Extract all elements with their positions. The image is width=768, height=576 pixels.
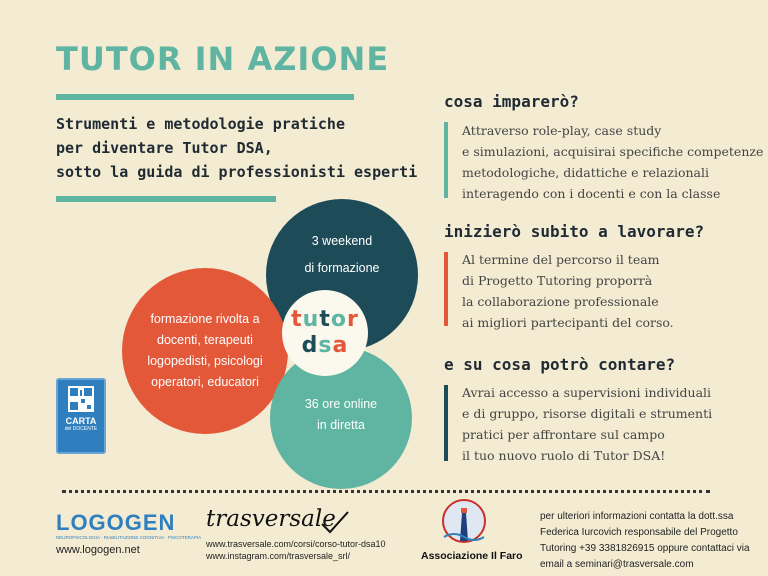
circle-text: logopedisti, psicologi bbox=[147, 354, 263, 368]
section-accent-bar bbox=[444, 385, 448, 461]
logogen-name: LOGOGEN bbox=[56, 510, 176, 535]
contact-line: Tutoring +39 3381826915 oppure contattaci via bbox=[540, 543, 750, 554]
section-accent-bar bbox=[444, 122, 448, 198]
section-line: di Progetto Tutoring proporrà bbox=[462, 273, 653, 288]
subtitle-line: per diventare Tutor DSA, bbox=[56, 139, 273, 157]
carta-docente-badge bbox=[56, 378, 106, 454]
title-underline bbox=[56, 94, 354, 100]
dotted-divider bbox=[62, 490, 710, 493]
section-line: interagendo con i docenti e con la classe bbox=[462, 186, 721, 201]
subtitle-underline bbox=[56, 196, 276, 202]
section-body bbox=[462, 120, 763, 204]
circle-text: di formazione bbox=[304, 261, 380, 275]
circle-text: in diretta bbox=[317, 418, 365, 432]
circle-text: operatori, educatori bbox=[151, 375, 259, 389]
subtitle-line: sotto la guida di professionisti esperti bbox=[56, 163, 418, 181]
section-line: e simulazioni, acquisirai specifiche competenze bbox=[462, 144, 764, 159]
section-line: ai migliori partecipanti del corso. bbox=[462, 315, 674, 330]
carta-title: CARTA bbox=[65, 416, 97, 426]
logogen-logo bbox=[56, 511, 201, 540]
logo-word-tutor: tutor bbox=[291, 307, 359, 332]
lighthouse-icon bbox=[440, 497, 488, 547]
section-line: e di gruppo, risorse digitali e strumenti bbox=[462, 406, 713, 421]
logogen-url[interactable]: www.logogen.net bbox=[56, 544, 140, 556]
carta-subtitle: del DOCENTE bbox=[64, 426, 98, 432]
subtitle bbox=[56, 112, 417, 184]
logo-word-dsa: dsa bbox=[301, 333, 349, 358]
contact-email[interactable]: email a seminari@trasversale.com bbox=[540, 559, 694, 570]
section-body bbox=[462, 249, 674, 333]
page-title: TUTOR IN AZIONE bbox=[56, 40, 390, 78]
section-heading: e su cosa potrò contare? bbox=[444, 355, 676, 374]
section-line: pratici per affrontare sul campo bbox=[462, 427, 665, 442]
section-line: Al termine del percorso il team bbox=[462, 252, 660, 267]
qr-icon bbox=[68, 386, 94, 412]
subtitle-line: Strumenti e metodologie pratiche bbox=[56, 115, 345, 133]
tutor-dsa-logo bbox=[282, 290, 368, 376]
section-body bbox=[462, 382, 712, 466]
faro-name: Associazione Il Faro bbox=[421, 550, 523, 562]
section-line: Attraverso role-play, case study bbox=[462, 123, 662, 138]
section-heading: cosa imparerò? bbox=[444, 92, 579, 111]
circle-text: docenti, terapeuti bbox=[157, 333, 253, 347]
contact-line: per ulteriori informazioni contatta la dott.ssa bbox=[540, 511, 734, 522]
contact-info bbox=[540, 509, 750, 573]
trasversale-instagram-link[interactable]: www.instagram.com/trasversale_srl/ bbox=[206, 551, 351, 561]
circle-text: 36 ore online bbox=[304, 397, 378, 411]
trasversale-links bbox=[206, 538, 386, 562]
section-line: metodologiche, didattiche e relazionali bbox=[462, 165, 709, 180]
section-accent-bar bbox=[444, 252, 448, 326]
trasversale-course-link[interactable]: www.trasversale.com/corsi/corso-tutor-dsa10 bbox=[206, 539, 386, 549]
circle-text: formazione rivolta a bbox=[150, 312, 260, 326]
section-line: Avrai accesso a supervisioni individuali bbox=[462, 385, 712, 400]
section-line: il tuo nuovo ruolo di Tutor DSA! bbox=[462, 448, 666, 463]
section-line: la collaborazione professionale bbox=[462, 294, 659, 309]
circle-text: 3 weekend bbox=[311, 234, 373, 248]
check-mark-icon bbox=[320, 510, 350, 536]
logogen-tagline: NEUROPSICOLOGIA · RIABILITAZIONE COGNITIVA · PSICOTERAPIA bbox=[56, 535, 202, 540]
trasversale-logo: trasversale bbox=[206, 506, 336, 532]
contact-line: Federica Iurcovich responsabile del Progetto bbox=[540, 527, 738, 538]
section-heading: inizierò subito a lavorare? bbox=[444, 222, 705, 241]
circle-audience bbox=[122, 268, 288, 434]
